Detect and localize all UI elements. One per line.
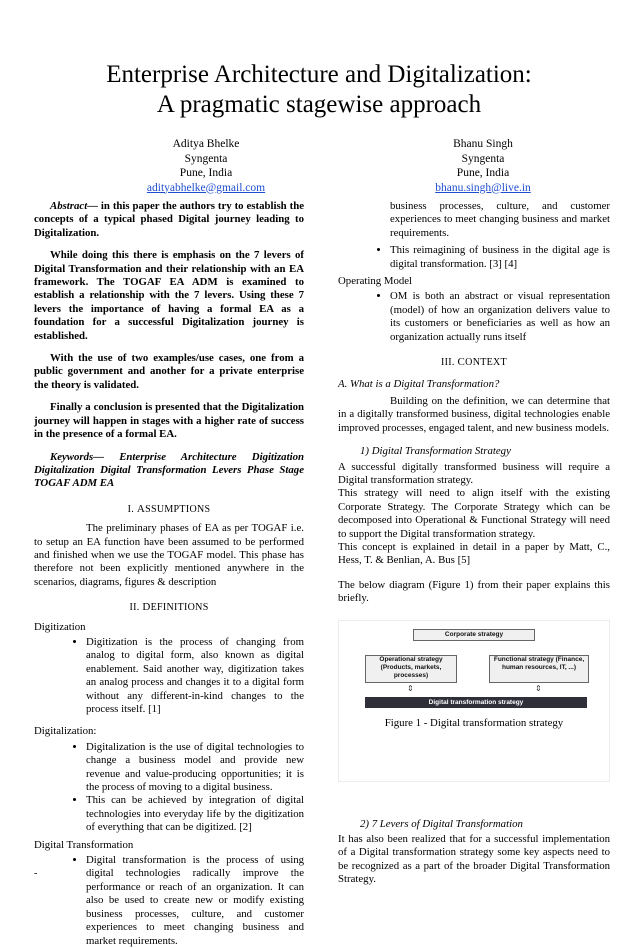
subsubsection-heading-1: 1) Digital Transformation Strategy	[360, 445, 511, 458]
term-digitization: Digitization	[34, 620, 86, 633]
heading-cap: D	[142, 601, 151, 614]
definition-item-continued: business processes, culture, and customer experiences to meet changing business and market requirements.	[390, 200, 610, 239]
corporate-strategy-box: Corporate strategy	[413, 629, 535, 641]
author-org: Syngenta	[461, 152, 505, 165]
term-operating-model: Operating Model	[338, 275, 413, 288]
subsubsection-heading-2: 2) 7 Levers of Digital Transformation	[360, 817, 523, 830]
abstract-text: in this paper the authors try to establish the concepts of a typical phased Digital journey leading to Digitalization.	[34, 200, 304, 239]
strategy-paragraph-4: The below diagram (Figure 1) from their paper explains this briefly.	[338, 578, 610, 605]
assumptions-text: The preliminary phases of EA as per TOGAF i.e. to setup an EA function have been assumed to be performed and finished when we use the TOGAF model. This phase has therefore not been explicitly mentioned anywhere in the scenarios, diagrams, figures & description	[34, 522, 304, 588]
abstract-paragraph-3: With the use of two examples/use cases, one from a public government and another for a private enterprise the theory is validated.	[34, 352, 304, 391]
functional-strategy-box: Functional strategy (Finance, human resources, IT, ...)	[489, 655, 589, 683]
abstract-paragraph	[34, 200, 304, 240]
author-email-link[interactable]: adityabhelke@gmail.com	[146, 181, 266, 194]
subsection-heading-a: A. What is a Digital Transformation?	[338, 378, 500, 391]
heading-cap: C	[457, 356, 466, 369]
keywords-text: Enterprise Architecture Digitization Digitalization Digital Transformation Levers Phase Stage TOGAF ADM EA	[34, 450, 304, 490]
right-column	[338, 200, 610, 887]
definition-item: • Digital transformation is the process of using digital technologies radically improve the performance or reach of an organization. It can also be used to create new or modify existing business processes, culture, and customer experiences to meet changing business and market requirements.	[86, 854, 304, 908]
section-number: I.	[127, 503, 135, 515]
author-city: Pune, India	[179, 167, 233, 179]
heading-rest: EFINITIONS	[150, 602, 209, 614]
definition-item: • Digitalization is the use of digital technologies to change a business model and provide new revenue and value-producing opportunities; it is the process of moving to a digital business.	[86, 741, 304, 795]
definition-item: • Digitization is the process of changing from analog to digital form, also known as digital enablement. Said another way, digitization takes an analog process and changes it to a digital form without any different-in-kind changes to the process itself. [1]	[86, 636, 304, 716]
abstract-paragraph-2: While doing this there is emphasis on the 7 levers of Digital Transformation and their relationship with an EA framework. The TOGAF EA ADM is examined to establish a relationship with the 7 levers. Using these 7 levers the importance of having a formal EA as a foundation for a successful Digitalization journey is established.	[34, 249, 304, 342]
abstract-label: Abstract—	[50, 200, 98, 212]
section-number: II.	[129, 602, 140, 614]
paper-title	[0, 60, 638, 120]
term-digital-transformation: Digital Transformation	[34, 838, 134, 851]
arrow-icon: ⇕	[535, 683, 542, 693]
definition-item: • OM is both an abstract or visual representation (model) of how an organization delivers value to its customers or beneficiaries as well as how an organization actually runs itself	[390, 290, 610, 344]
left-column	[34, 200, 304, 947]
definition-list	[338, 244, 610, 271]
strategy-paragraph-2: This strategy will need to align itself with the existing Corporate Strategy. The Corporate Strategy which can be decomposed into Operational & Functional Strategy will need to support the Digital transformation strategy.	[338, 487, 610, 540]
subsection-a-text: Building on the definition, we can determine that in a digitally transformed business, digital technologies enable improved processes, engaged talent, and new business models.	[338, 394, 610, 434]
keywords-paragraph	[34, 451, 304, 491]
operational-strategy-box: Operational strategy (Products, markets, processes)	[365, 655, 457, 683]
definition-item: • This can be achieved by integration of digital technologies into everyday life by the digitization of everything that can be digitized. [2]	[86, 794, 304, 834]
title-line-2: A pragmatic stagewise approach	[156, 91, 482, 118]
definition-item: • This reimagining of business in the digital age is digital transformation. [3] [4]	[390, 244, 610, 271]
heading-rest: ONTEXT	[465, 357, 507, 369]
definition-list	[34, 854, 304, 947]
digital-transformation-strategy-bar: Digital transformation strategy	[365, 697, 587, 708]
levers-paragraph: It has also been realized that for a successful implementation of a Digital transformation strategy some key aspects need to be recognized as a part of the broader Digital Transformation Strategy.	[338, 832, 610, 886]
footer-mark: -	[34, 868, 38, 879]
author-block-1	[106, 137, 306, 195]
heading-cap: A	[136, 502, 146, 515]
author-name: Bhanu Singh	[453, 138, 513, 150]
heading-rest: SSUMPTIONS	[145, 503, 211, 515]
definition-list-continued	[338, 200, 610, 240]
figure-caption: Figure 1 - Digital transformation strategy	[384, 716, 564, 729]
strategy-paragraph-1: A successful digitally transformed business will require a Digital transformation strategy.	[338, 460, 610, 486]
arrow-icon: ⇕	[407, 683, 414, 693]
section-number: III.	[441, 357, 455, 369]
section-heading-definitions	[34, 601, 304, 614]
author-email-link[interactable]: bhanu.singh@live.in	[435, 181, 531, 194]
abstract-paragraph-4: Finally a conclusion is presented that the Digitalization journey will happen in stages with a higher rate of success in the presence of a formal EA.	[34, 401, 304, 441]
keywords-label: Keywords—	[50, 450, 104, 463]
figure-1	[338, 620, 610, 782]
strategy-paragraph-3: This concept is explained in detail in a paper by Matt, C., Hess, T. & Benlian, A. Bus [5]	[338, 540, 610, 567]
author-block-2	[383, 137, 583, 195]
author-name: Aditya Bhelke	[172, 138, 240, 150]
definition-list	[338, 290, 610, 344]
title-line-1: Enterprise Architecture and Digitalization:	[106, 61, 532, 88]
author-city: Pune, India	[456, 167, 510, 179]
definition-list	[34, 741, 304, 835]
term-digitalization: Digitalization:	[34, 725, 97, 738]
definition-list	[34, 636, 304, 716]
section-heading-context	[338, 356, 610, 369]
section-heading-assumptions	[34, 503, 304, 516]
author-org: Syngenta	[184, 152, 228, 165]
